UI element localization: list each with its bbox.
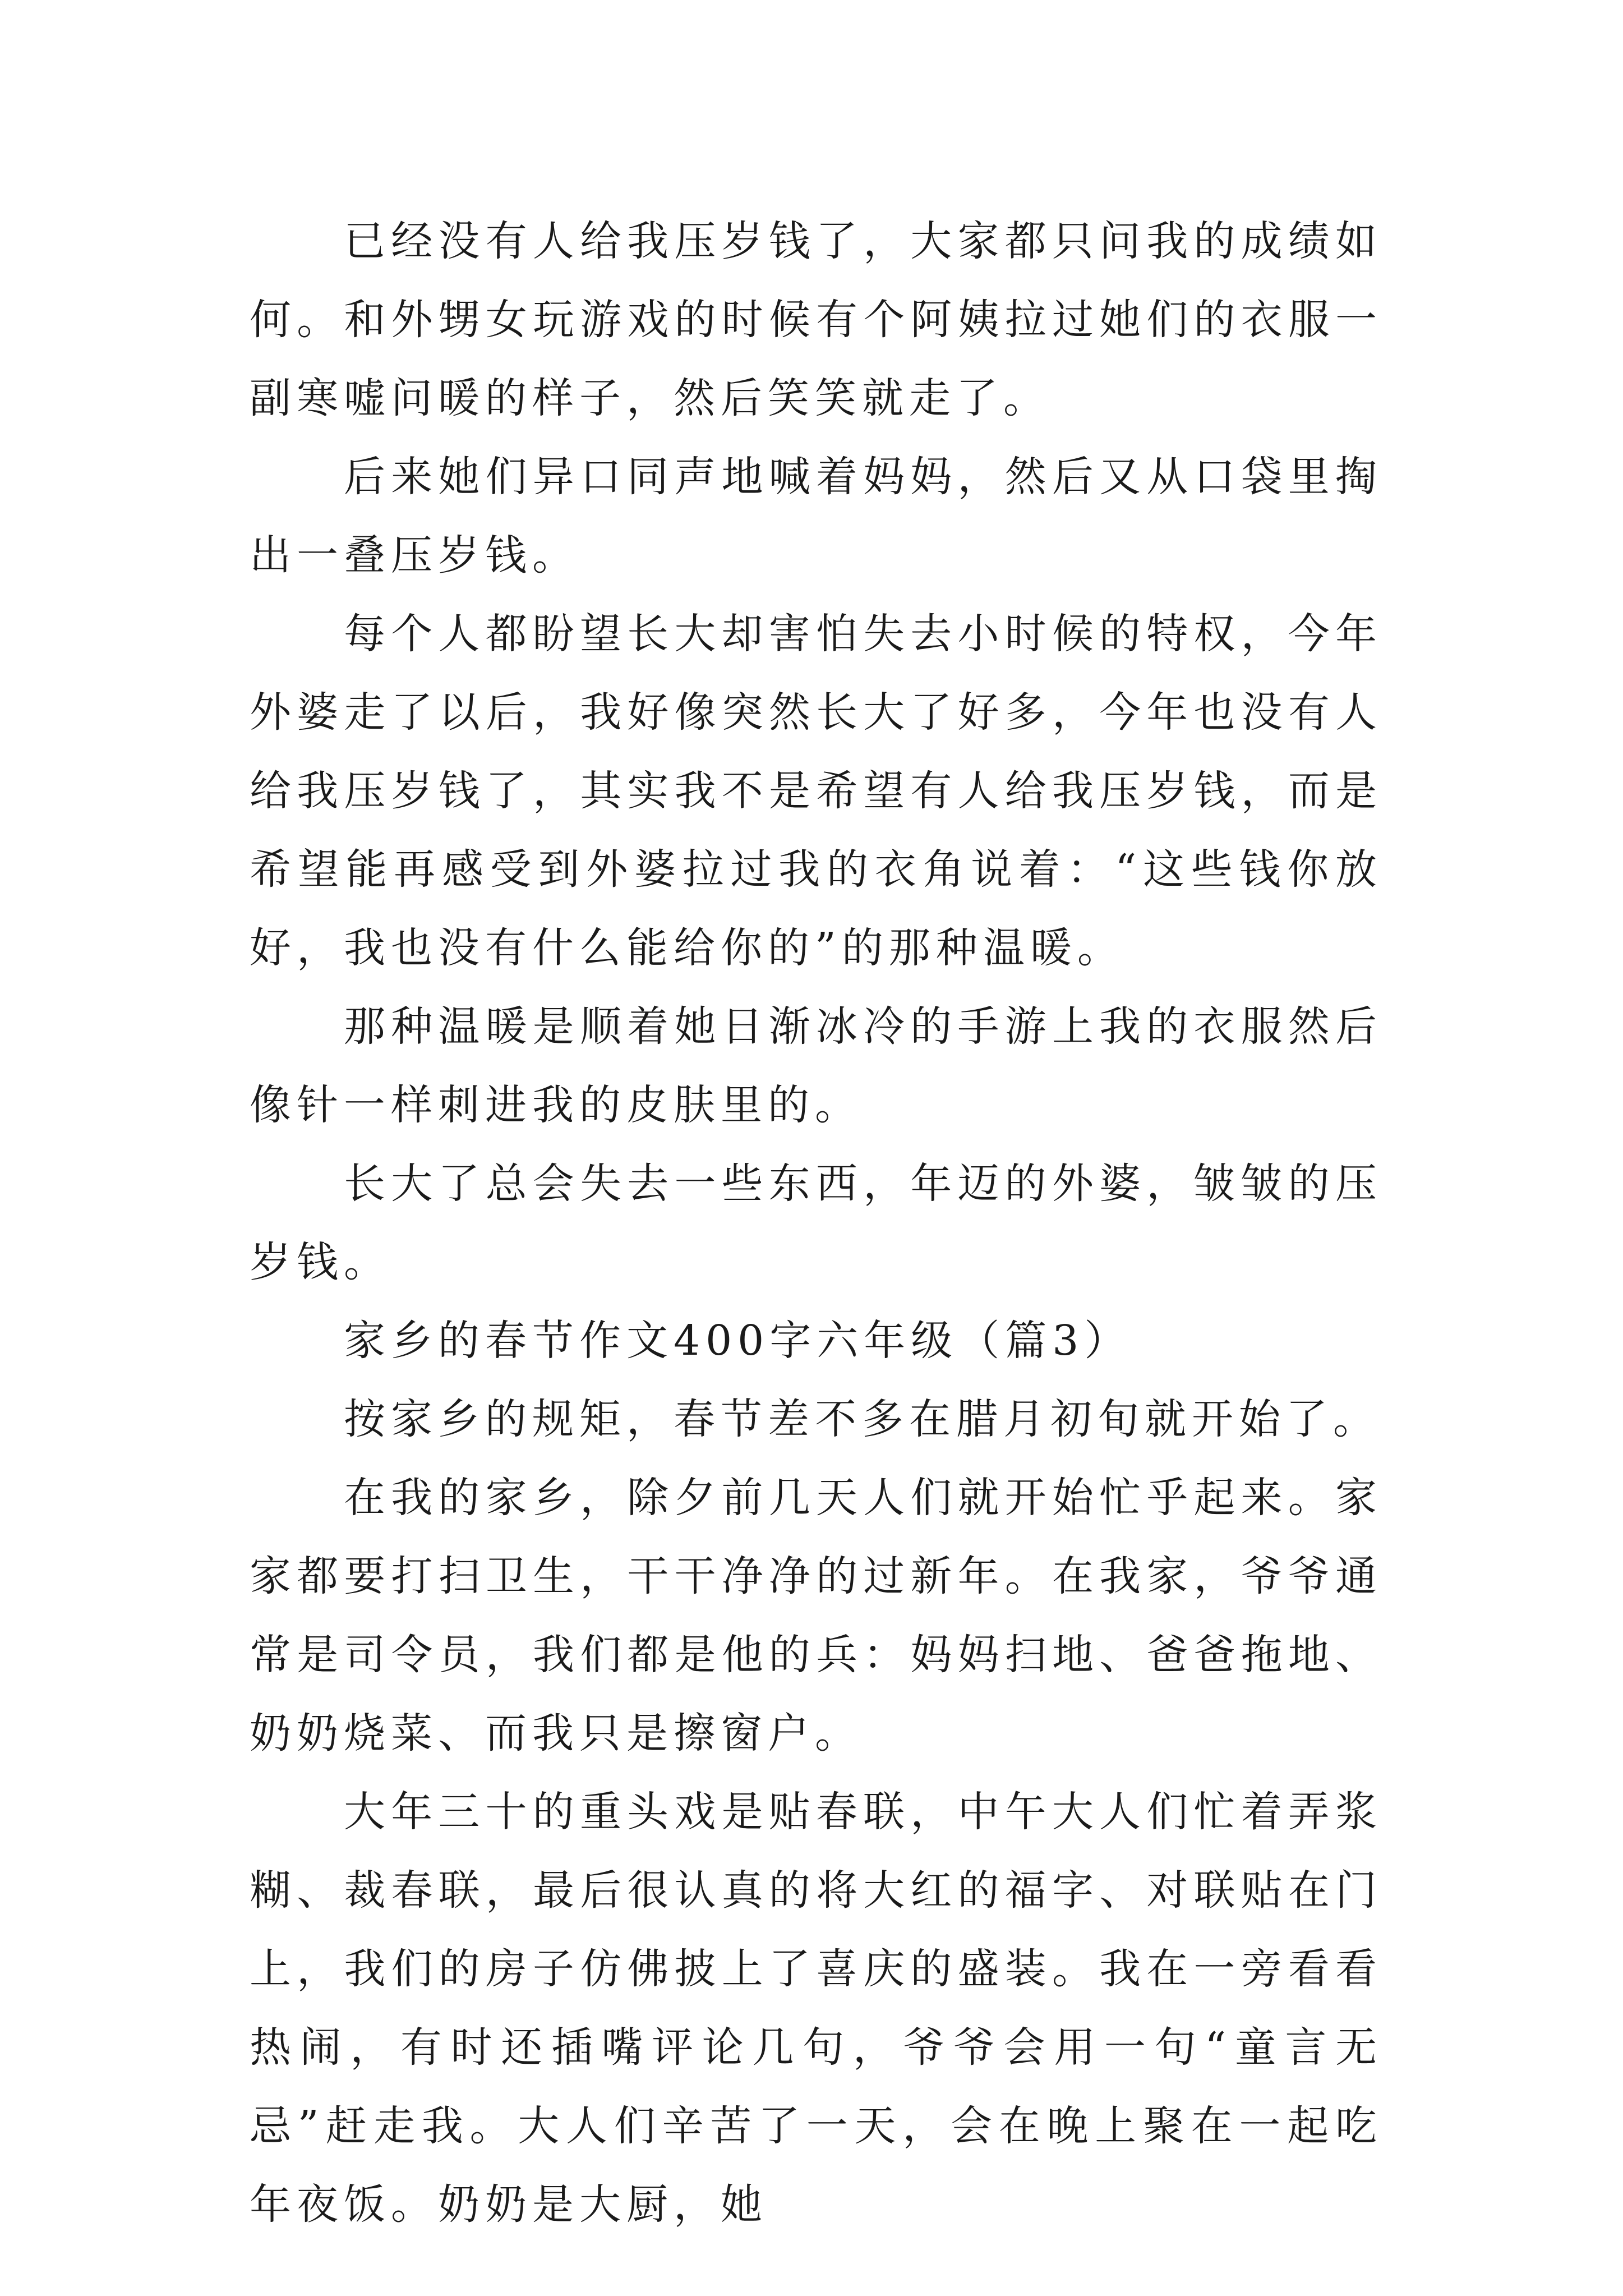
document-body	[250, 202, 1382, 2244]
section-heading: 家乡的春节作文400字六年级（篇3）	[344, 1317, 1132, 1365]
paragraph-7: 在我的家乡，除夕前几天人们就开始忙乎起来。家家都要打扫卫生，干干净净的过新年。在我家，爷爷通常是司令员，我们都是他的兵：妈妈扫地、爸爸拖地、奶奶烧菜、而我只是擦窗户。	[250, 1474, 1382, 1757]
paragraph-1: 已经没有人给我压岁钱了，大家都只问我的成绩如何。和外甥女玩游戏的时候有个阿姨拉过她们的衣服一副寒嘘问暖的样子，然后笑笑就走了。	[250, 217, 1382, 422]
paragraph-5: 长大了总会失去一些东西，年迈的外婆，皱皱的压岁钱。	[250, 1159, 1382, 1286]
paragraph-8: 大年三十的重头戏是贴春联，中午大人们忙着弄浆糊、裁春联，最后很认真的将大红的福字、对联贴在门上，我们的房子仿佛披上了喜庆的盛装。我在一旁看看热闹，有时还插嘴评论几句，爷爷会用一句“童言无忌”赶走我。大人们辛苦了一天，会在晚上聚在一起吃年夜饭。奶奶是大厨，她	[250, 1788, 1382, 2229]
paragraph-3: 每个人都盼望长大却害怕失去小时候的特权，今年外婆走了以后，我好像突然长大了好多，今年也没有人给我压岁钱了，其实我不是希望有人给我压岁钱，而是希望能再感受到外婆拉过我的衣角说着：“这些钱你放好，我也没有什么能给你的”的那种温暖。	[250, 610, 1382, 972]
paragraph-6: 按家乡的规矩，春节差不多在腊月初旬就开始了。	[344, 1395, 1380, 1443]
paragraph-4: 那种温暖是顺着她日渐冰冷的手游上我的衣服然后像针一样刺进我的皮肤里的。	[250, 1002, 1382, 1129]
paragraph-2: 后来她们异口同声地喊着妈妈，然后又从口袋里掏出一叠压岁钱。	[250, 453, 1382, 579]
